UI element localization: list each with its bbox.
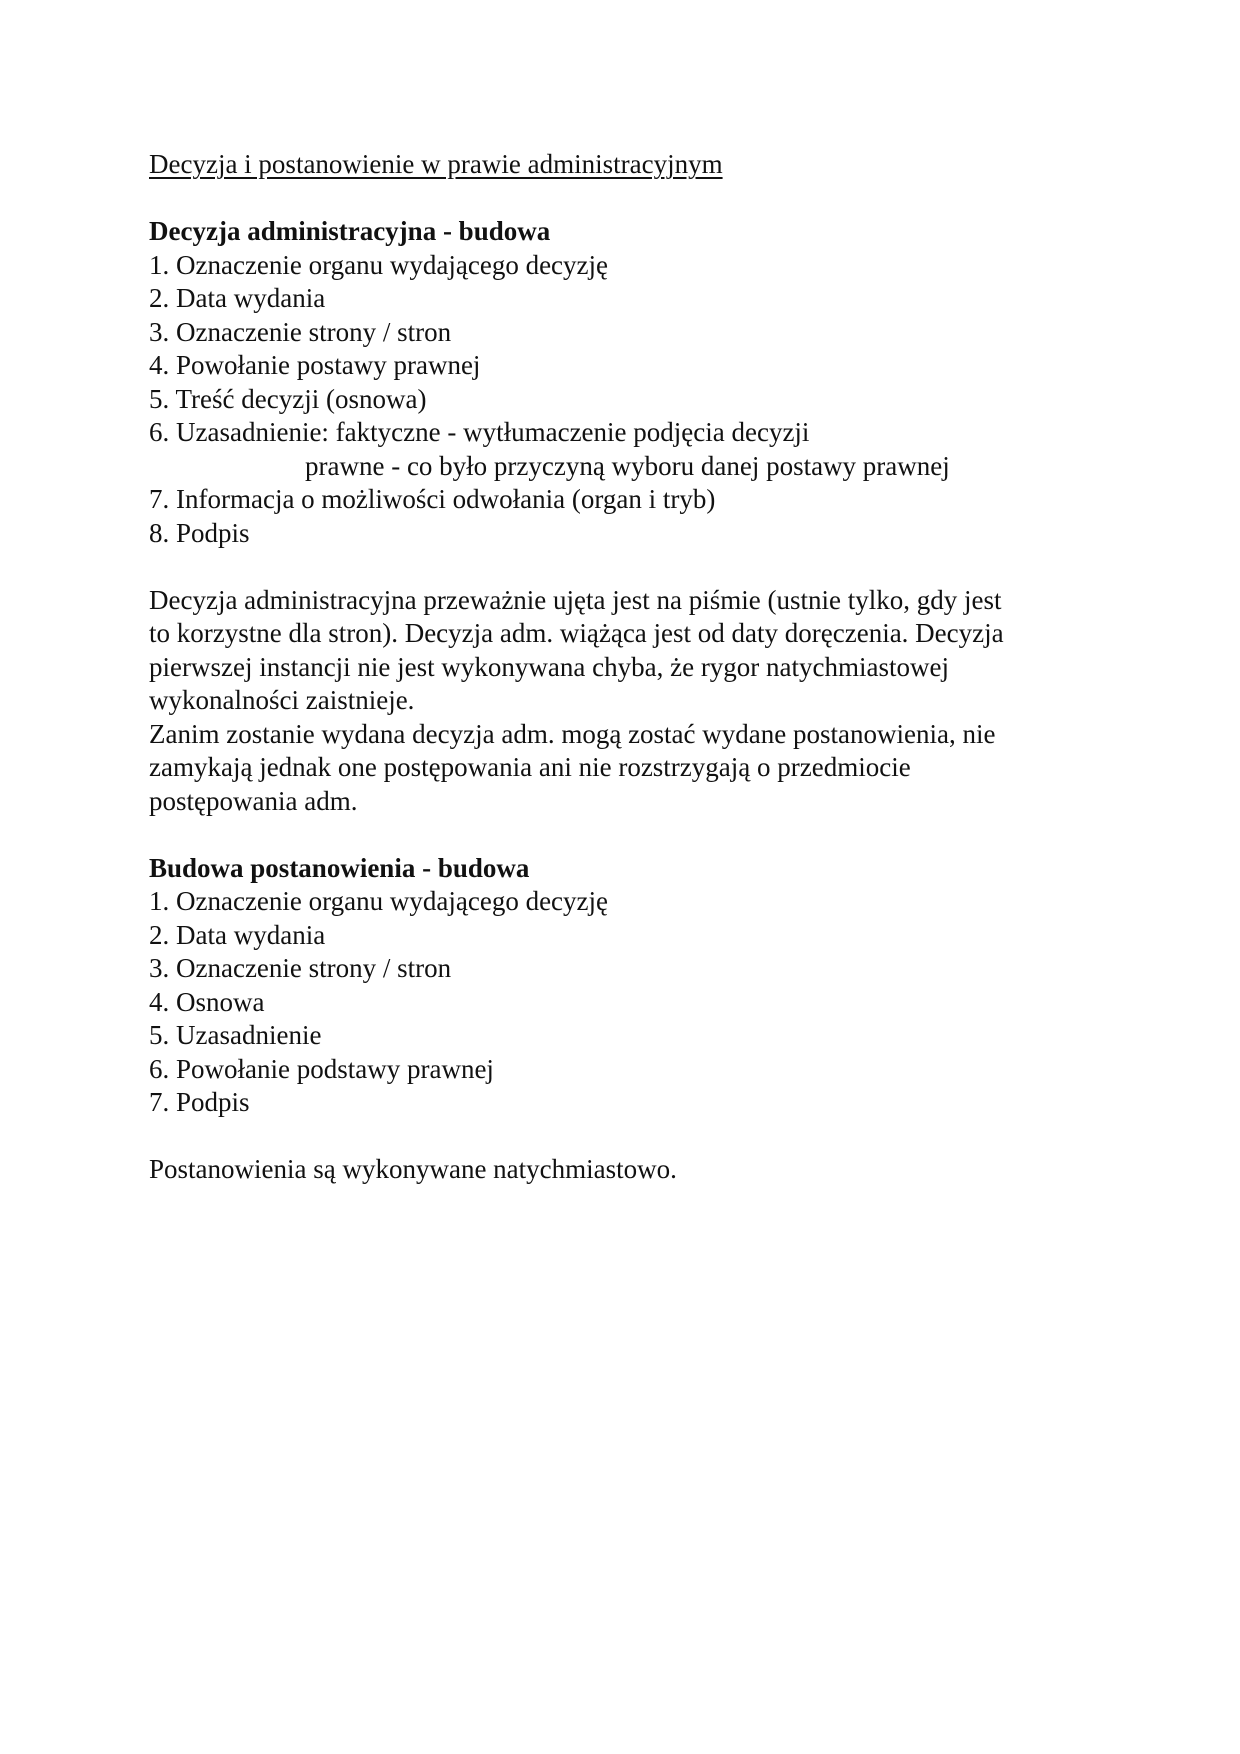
paragraph-line: pierwszej instancji nie jest wykonywana chyba, że rygor natychmiastowej — [149, 651, 949, 682]
paragraph-line: Decyzja administracyjna przeważnie ujęta jest na piśmie (ustnie tylko, gdy jest — [149, 584, 1002, 615]
paragraph-line: zamykają jednak one postępowania ani nie rozstrzygają o przedmiocie — [149, 752, 911, 782]
spacer — [149, 1120, 1109, 1154]
list-item: 3. Oznaczenie strony / stron — [149, 316, 452, 347]
list-item: 2. Data wydania — [149, 919, 326, 950]
list-item: 1. Oznaczenie organu wydającego decyzję — [149, 249, 609, 280]
list-item: 6. Powołanie podstawy prawnej — [149, 1053, 494, 1084]
list-item: 2. Data wydania — [149, 283, 326, 313]
document-title: Decyzja i postanowienie w prawie administracyjnym — [149, 149, 723, 179]
list-item: 3. Oznaczenie strony / stron — [149, 953, 452, 983]
spacer — [149, 550, 1109, 584]
list-item: 7. Informacja o możliwości odwołania (organ i tryb) — [149, 484, 716, 514]
paragraph-line: wykonalności zaistnieje. — [149, 685, 415, 715]
paragraph-line: postępowania adm. — [149, 785, 358, 816]
list-item: 5. Treść decyzji (osnowa) — [149, 383, 427, 414]
paragraph-line: Zanim zostanie wydana decyzja adm. mogą zostać wydane postanowienia, nie — [149, 718, 996, 749]
list-item-continuation: prawne - co było przyczyną wyboru danej postawy prawnej — [305, 450, 950, 481]
list-item: 5. Uzasadnienie — [149, 1020, 322, 1050]
document-page — [149, 148, 1109, 1187]
closing-sentence: Postanowienia są wykonywane natychmiastowo. — [149, 1154, 677, 1184]
list-item: 4. Osnowa — [149, 986, 265, 1017]
paragraph-line: to korzystne dla stron). Decyzja adm. wiążąca jest od daty doręczenia. Decyzja — [149, 618, 1004, 648]
list-item: 4. Powołanie postawy prawnej — [149, 350, 481, 380]
decision-structure-list — [149, 249, 1109, 551]
list-item: 1. Oznaczenie organu wydającego decyzję — [149, 886, 609, 916]
section-heading-decision: Decyzja administracyjna - budowa — [149, 216, 551, 246]
list-item: 6. Uzasadnienie: faktyczne - wytłumaczenie podjęcia decyzji — [149, 417, 810, 447]
list-item: 8. Podpis — [149, 517, 250, 548]
spacer — [149, 818, 1109, 852]
spacer — [149, 182, 1109, 216]
ruling-structure-list — [149, 885, 1109, 1120]
list-item: 7. Podpis — [149, 1087, 250, 1117]
section-heading-ruling: Budowa postanowienia - budowa — [149, 852, 530, 883]
body-paragraph — [149, 584, 1109, 819]
